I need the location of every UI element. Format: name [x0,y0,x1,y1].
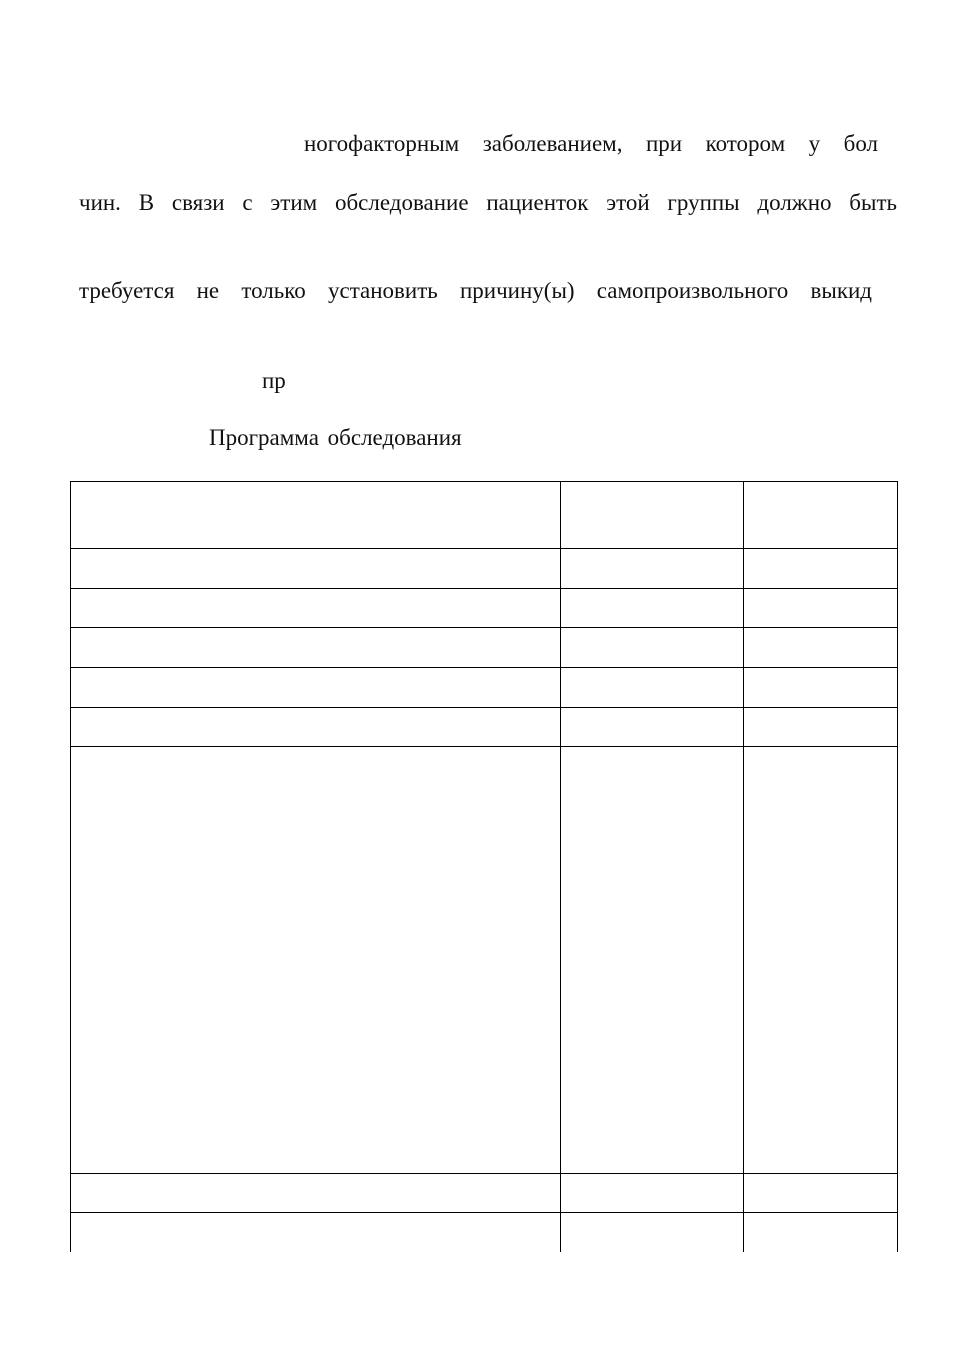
table-cell [744,747,898,1174]
table-cell [71,668,561,708]
table-cell [71,708,561,747]
table-row [71,549,898,589]
table-row [71,1213,898,1252]
table-row [71,708,898,747]
table-cell [744,589,898,628]
table-cell [71,1213,561,1252]
paragraph-line-3: требуется не только установить причину(ы) самопроизвольного выкид [79,278,872,303]
table-cell [71,549,561,589]
table-cell [561,668,744,708]
table-cell [71,747,561,1174]
paragraph-line-4: пр [262,368,286,393]
table-cell [561,549,744,589]
table-cell [561,1174,744,1213]
table-cell [561,628,744,668]
table-cell [744,1213,898,1252]
examination-program-table [70,481,898,1252]
table-row [71,589,898,628]
paragraph-line-1: ногофакторным заболеванием, при котором у бол [304,131,878,156]
table-cell [561,482,744,549]
table-cell [561,708,744,747]
table-title: Программа обследования [209,425,462,450]
table-cell [744,668,898,708]
table-row [71,628,898,668]
table-cell [744,628,898,668]
table-cell [744,549,898,589]
table-cell [71,628,561,668]
table-cell [744,482,898,549]
table-cell [71,482,561,549]
table-cell [71,1174,561,1213]
table-cell [561,1213,744,1252]
table-cell [71,589,561,628]
table-cell [744,1174,898,1213]
table-row [71,747,898,1174]
table-row [71,668,898,708]
table-cell [561,747,744,1174]
table-cell [561,589,744,628]
table-cell [744,708,898,747]
table-row [71,1174,898,1213]
paragraph-line-2: чин. В связи с этим обследование пациенток этой группы должно быть [79,190,897,215]
table-header-row [71,482,898,549]
